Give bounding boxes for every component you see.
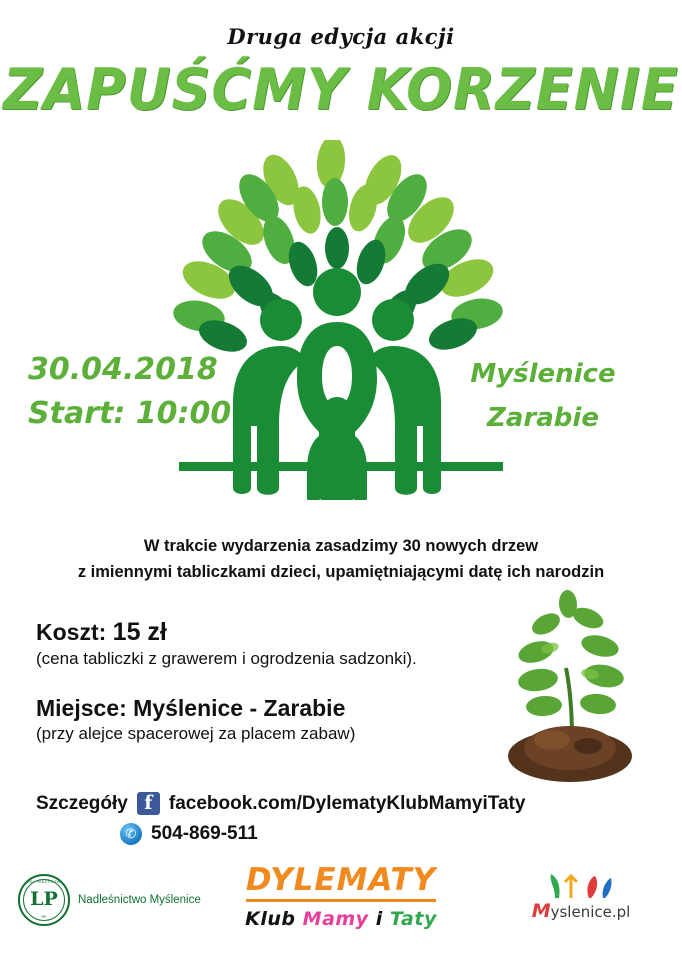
poster-headline: ZAPUŚĆMY KORZENIE [3, 56, 679, 123]
forest-district-name: Nadleśnictwo Myślenice [78, 894, 201, 906]
venue-note: (przy alejce spacerowej za placem zabaw) [36, 724, 356, 743]
facebook-url[interactable]: facebook.com/DylematyKlubMamyiTaty [168, 792, 526, 814]
dylematy-underline [246, 899, 436, 902]
myslenice-wordmark [516, 900, 646, 922]
forest-service-logo [18, 874, 201, 926]
poster-kicker: Druga edycja akcji [227, 24, 455, 49]
dylematy-word-klub: Klub [245, 908, 296, 930]
seal-top-text: LASY PAŃSTWOWE [24, 880, 63, 884]
facebook-icon[interactable]: f [137, 792, 160, 815]
dylematy-word-i: i [375, 908, 383, 930]
myslenice-emblem-svg [541, 868, 621, 902]
lead-line-1: W trakcie wydarzenia zasadzimy 30 nowych drzew [143, 537, 539, 555]
myslenice-portal-logo [516, 868, 646, 922]
tree-svg [131, 140, 551, 500]
dylematy-word-taty: Taty [389, 908, 437, 930]
venue-line [36, 695, 506, 722]
cost-note: (cena tabliczki z grawerem i ogrodzenia sadzonki). [36, 649, 417, 668]
cost-label: Koszt: [36, 619, 107, 645]
dylematy-word-mamy: Mamy [302, 908, 369, 930]
phone-number[interactable]: 504-869-511 [151, 823, 258, 844]
cost-line [36, 618, 506, 647]
event-place-city: Myślenice [470, 359, 616, 389]
seal-bottom-text: RP [41, 915, 47, 919]
seedling-svg [480, 588, 660, 788]
dylematy-subtitle [231, 908, 451, 930]
footer-logos [0, 862, 682, 942]
facebook-row[interactable] [36, 792, 656, 815]
phone-icon: ✆ [120, 823, 142, 845]
event-date-block [28, 348, 243, 435]
venue-value: Myślenice - Zarabie [133, 695, 346, 721]
myslenice-m-letter: M [531, 900, 551, 922]
dylematy-title: DYLEMATY [245, 862, 437, 898]
seal-monogram: LP [30, 888, 58, 910]
event-details [36, 618, 506, 770]
phone-row[interactable] [120, 823, 656, 845]
cost-value: 15 zł [112, 618, 167, 646]
venue-label: Miejsce: [36, 695, 127, 721]
details-label: Szczegóły [36, 792, 128, 814]
tree-illustration [0, 140, 682, 510]
event-place-area: Zarabie [487, 403, 599, 434]
event-start-time: Start: 10:00 [28, 395, 232, 431]
event-date: 30.04.2018 [28, 352, 218, 387]
seedling-photo [480, 588, 660, 788]
myslenice-rest: yslenice.pl [550, 903, 631, 921]
event-lead-text [0, 534, 682, 585]
lead-line-2: z imiennymi tabliczkami dzieci, upamiętniającymi datę ich narodzin [77, 562, 605, 581]
dylematy-logo [231, 862, 451, 930]
event-place-block [438, 352, 648, 440]
lasy-panstwowe-seal-icon [18, 874, 70, 926]
ground-line [179, 462, 503, 471]
contact-block [36, 792, 656, 853]
myslenice-emblem-icon [516, 868, 646, 902]
